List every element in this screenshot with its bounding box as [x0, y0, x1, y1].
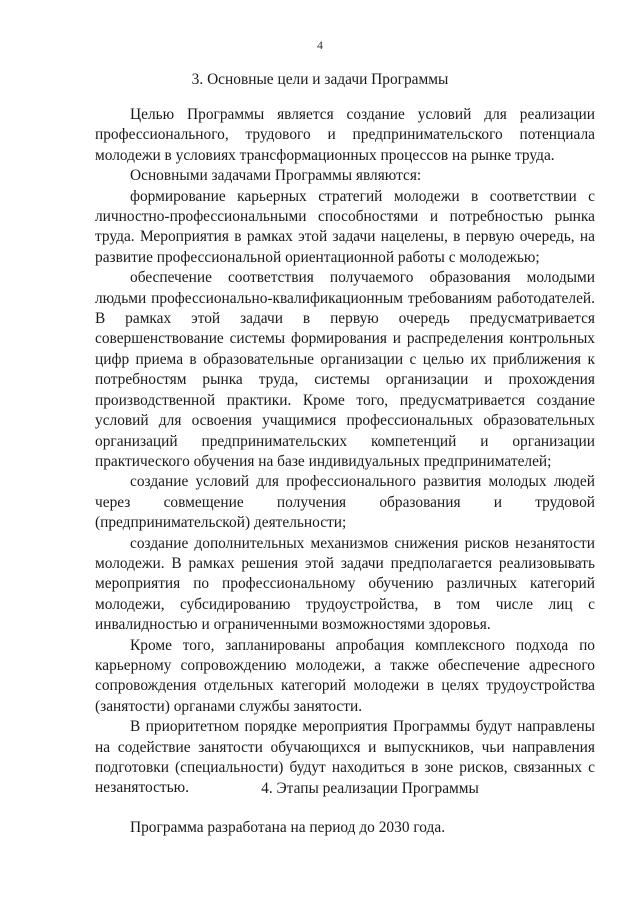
- paragraph-task-career: формирование карьерных стратегий молодежи в соответствии с личностно-профессиональными способностями и потребностью рынка труда. Мероприятия в рамках этой задачи нацелены, в первую очередь, на развитие профессиональной ориентационной работы с молодежью;: [95, 187, 595, 266]
- paragraph-task-education: обеспечение соответствия получаемого образования молодыми людьми профессионально-квалификационным требованиям работодателей. В рамках этой задачи в первую очередь предусматривается совершенствование системы формирования и распределения контрольных цифр приема в образовательные организации с целью их приближения к потребностям рынка труда, системы организации и прохождения производственной практики. Кроме того, предусматривается создание условий для освоения учащимися профессиональных образовательных организаций предпринимательских компетенций и организации практического обучения на базе индивидуальных предпринимателей;: [95, 269, 595, 470]
- page-number: 4: [317, 38, 323, 52]
- section-3-heading: 3. Основные цели и задачи Программы: [191, 71, 449, 88]
- paragraph-task-development: создание условий для профессионального развития молодых людей через совмещение получения образования и трудовой (предпринимательской) деятельности;: [95, 473, 595, 532]
- paragraph-tasks-intro: Основными задачами Программы являются:: [130, 167, 422, 185]
- paragraph-support: Кроме того, запланированы апробация комплексного подхода по карьерному сопровождению молодежи, а также обеспечение адресного сопровождения отдельных категорий молодежи в целях трудоустройства (занятости) органами службы занятости.: [95, 636, 595, 715]
- section-4-heading: 4. Этапы реализации Программы: [261, 780, 479, 797]
- paragraph-priority: В приоритетном порядке мероприятия Программы будут направлены на содействие занятости обучающихся и выпускников, чьи направления подготовки (специальности) будут находиться в зоне рисков, связанных с незанятостью.: [95, 718, 595, 797]
- paragraph-period: Программа разработана на период до 2030 года.: [130, 819, 446, 836]
- paragraph-goal: Целью Программы является создание условий для реализации профессионального, трудового и предпринимательского потенциала молодежи в условиях трансформационных процессов на рынке труда.: [95, 106, 595, 164]
- section-3-body: [95, 105, 595, 799]
- paragraph-task-risks: создание дополнительных механизмов снижения рисков незанятости молодежи. В рамках решения этой задачи предполагается реализовывать мероприятия по профессиональному обучению различных категорий молодежи, субсидированию трудоустройства, в том числе лиц с инвалидностью и ограниченными возможностями здоровья.: [95, 534, 595, 634]
- section-4-body: [95, 818, 595, 838]
